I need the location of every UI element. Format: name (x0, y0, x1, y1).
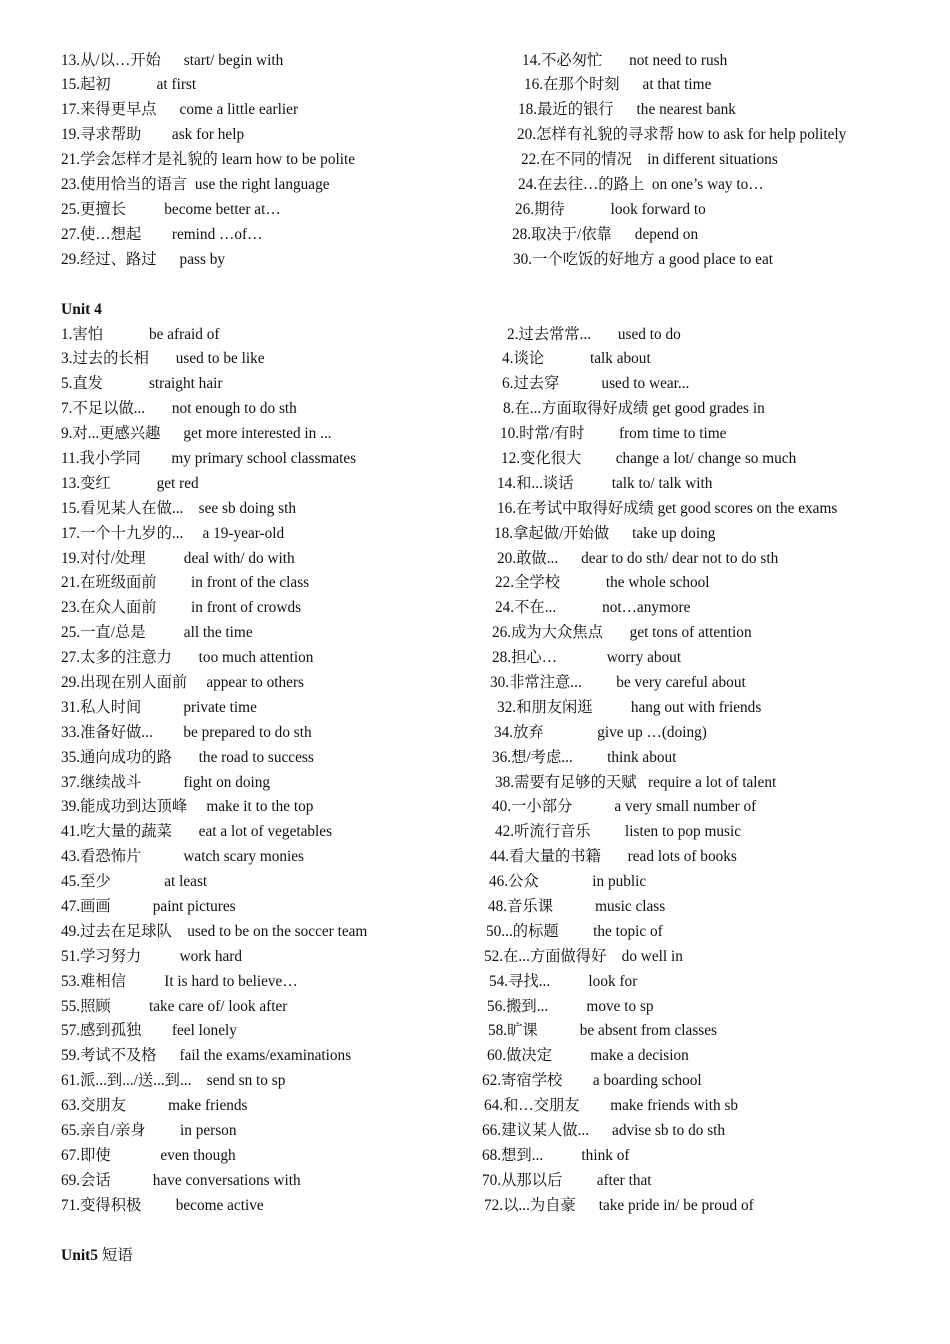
phrase-row (0, 845, 950, 870)
phrase-entry-left: 69.会话 have conversations with (61, 1171, 301, 1189)
phrase-row (0, 1069, 950, 1094)
phrase-entry-right: 48.音乐课 music class (488, 897, 666, 915)
phrase-entry-left: 13.变红 get red (61, 474, 199, 492)
phrase-row (0, 895, 950, 920)
phrase-row (0, 771, 950, 796)
phrase-entry-right: 20.怎样有礼貌的寻求帮 how to ask for help politely (517, 126, 847, 144)
phrase-entry-right: 36.想/考虑... think about (492, 748, 677, 766)
phrase-entry-left: 15.看见某人在做... see sb doing sth (61, 499, 296, 517)
phrase-entry-right: 64.和…交朋友 make friends with sb (484, 1097, 739, 1115)
phrase-row (0, 497, 950, 522)
unit-4-phrase-list (0, 323, 950, 1219)
phrase-entry-right: 60.做决定 make a decision (487, 1047, 689, 1065)
phrase-entry-left: 25.更擅长 become better at… (61, 200, 281, 218)
phrase-row (0, 1194, 950, 1219)
phrase-row (0, 1144, 950, 1169)
phrase-row (0, 795, 950, 820)
phrase-entry-left: 25.一直/总是 all the time (61, 624, 253, 642)
unit-4-title: Unit 4 (61, 301, 102, 318)
phrase-row (0, 920, 950, 945)
phrase-entry-left: 33.准备好做... be prepared to do sth (61, 723, 312, 741)
phrase-entry-left: 65.亲自/亲身 in person (61, 1122, 237, 1139)
phrase-row (0, 746, 950, 771)
phrase-row (0, 870, 950, 895)
phrase-entry-right: 30.非常注意... be very careful about (490, 673, 746, 691)
phrase-entry-left: 63.交朋友 make friends (61, 1097, 248, 1115)
phrase-entry-right: 22.在不同的情况 in different situations (521, 151, 778, 169)
phrase-row (0, 571, 950, 596)
phrase-entry-left: 29.经过、路过 pass by (61, 250, 226, 268)
phrase-entry-right: 2.过去常常... used to do (507, 325, 681, 343)
phrase-row (0, 1019, 950, 1044)
phrase-entry-right: 56.搬到... move to sp (487, 997, 654, 1015)
phrase-entry-right: 38.需要有足够的天赋 require a lot of talent (495, 773, 777, 791)
phrase-entry-right: 46.公众 in public (489, 873, 647, 891)
unit-4-heading (61, 300, 102, 320)
phrase-entry-right: 10.时常/有时 from time to time (500, 425, 727, 443)
phrase-entry-left: 49.过去在足球队 used to be on the soccer team (61, 922, 368, 940)
phrase-entry-right: 28.取决于/依靠 depend on (512, 225, 699, 243)
phrase-row (0, 223, 950, 248)
phrase-entry-right: 4.谈论 talk about (502, 350, 651, 368)
phrase-entry-left: 47.画画 paint pictures (61, 897, 236, 915)
phrase-row (0, 696, 950, 721)
phrase-entry-left: 53.难相信 It is hard to believe… (61, 972, 298, 990)
phrase-entry-left: 51.学习努力 work hard (61, 947, 242, 965)
phrase-row (0, 198, 950, 223)
phrase-row (0, 995, 950, 1020)
phrase-row (0, 98, 950, 123)
phrase-entry-right: 16.在考试中取得好成绩 get good scores on the exams (497, 499, 838, 517)
phrase-entry-left: 45.至少 at least (61, 873, 208, 891)
phrase-entry-right: 8.在...方面取得好成绩 get good grades in (503, 400, 765, 418)
phrase-entry-left: 59.考试不及格 fail the exams/examinations (61, 1047, 352, 1065)
phrase-row (0, 1094, 950, 1119)
phrase-entry-right: 28.担心… worry about (492, 649, 682, 667)
phrase-row (0, 323, 950, 348)
phrase-entry-right: 58.旷课 be absent from classes (488, 1022, 717, 1040)
phrase-entry-right: 32.和朋友闲逛 hang out with friends (497, 698, 762, 716)
phrase-entry-right: 16.在那个时刻 at that time (524, 76, 712, 94)
phrase-row (0, 173, 950, 198)
phrase-entry-right: 24.在去往…的路上 on one’s way to… (518, 175, 764, 193)
phrase-entry-left: 19.对付/处理 deal with/ do with (61, 549, 295, 567)
phrase-row (0, 721, 950, 746)
phrase-entry-left: 17.一个十九岁的... a 19-year-old (61, 524, 285, 542)
phrase-entry-right: 14.和...谈话 talk to/ talk with (497, 474, 713, 492)
phrase-entry-left: 41.吃大量的蔬菜 eat a lot of vegetables (61, 823, 333, 841)
phrase-entry-left: 23.使用恰当的语言 use the right language (61, 175, 330, 193)
phrase-entry-right: 24.不在... not…anymore (495, 599, 691, 617)
phrase-entry-right: 18.最近的银行 the nearest bank (518, 101, 736, 119)
phrase-entry-right: 68.想到... think of (482, 1146, 630, 1164)
phrase-row (0, 945, 950, 970)
phrase-entry-right: 42.听流行音乐 listen to pop music (495, 823, 742, 841)
phrase-entry-left: 19.寻求帮助 ask for help (61, 126, 245, 144)
phrase-entry-left: 67.即使 even though (61, 1146, 236, 1164)
phrase-entry-right: 18.拿起做/开始做 take up doing (494, 524, 716, 542)
phrase-entry-left: 11.我小学同 my primary school classmates (61, 449, 357, 467)
phrase-row (0, 970, 950, 995)
phrase-list-continued (0, 49, 950, 273)
phrase-entry-left: 7.不足以做... not enough to do sth (61, 400, 297, 418)
phrase-entry-left: 31.私人时间 private time (61, 698, 257, 716)
phrase-entry-left: 27.使…想起 remind …of… (61, 225, 263, 243)
phrase-entry-left: 55.照顾 take care of/ look after (61, 997, 288, 1015)
phrase-entry-left: 9.对...更感兴趣 get more interested in ... (61, 425, 332, 443)
phrase-row (0, 646, 950, 671)
phrase-entry-right: 54.寻找... look for (489, 972, 638, 990)
unit-5-heading (61, 1246, 133, 1266)
phrase-entry-right: 52.在...方面做得好 do well in (484, 947, 683, 965)
phrase-entry-right: 72.以...为自豪 take pride in/ be proud of (484, 1196, 754, 1214)
phrase-row (0, 522, 950, 547)
phrase-entry-right: 44.看大量的书籍 read lots of books (490, 848, 737, 866)
phrase-entry-left: 21.学会怎样才是礼貌的 learn how to be polite (61, 151, 356, 169)
phrase-entry-right: 22.全学校 the whole school (495, 574, 710, 592)
phrase-entry-right: 14.不必匆忙 not need to rush (522, 51, 728, 69)
phrase-row (0, 422, 950, 447)
unit-5-title: Unit5 (61, 1247, 99, 1264)
phrase-row (0, 123, 950, 148)
phrase-row (0, 472, 950, 497)
phrase-entry-left: 15.起初 at first (61, 76, 197, 94)
phrase-row (0, 372, 950, 397)
phrase-entry-left: 17.来得更早点 come a little earlier (61, 101, 299, 119)
phrase-entry-left: 3.过去的长相 used to be like (61, 350, 265, 368)
phrase-row (0, 397, 950, 422)
phrase-entry-right: 34.放弃 give up …(doing) (494, 723, 707, 741)
phrase-entry-right: 12.变化很大 change a lot/ change so much (501, 449, 797, 467)
unit-5-subtitle: 短语 (98, 1247, 133, 1264)
phrase-row (0, 820, 950, 845)
phrase-row (0, 73, 950, 98)
phrase-entry-right: 70.从那以后 after that (482, 1171, 652, 1189)
phrase-entry-left: 21.在班级面前 in front of the class (61, 574, 310, 592)
phrase-entry-left: 39.能成功到达顶峰 make it to the top (61, 798, 314, 816)
phrase-entry-left: 13.从/以…开始 start/ begin with (61, 51, 284, 69)
phrase-entry-left: 61.派...到.../送...到... send sn to sp (61, 1072, 286, 1090)
phrase-entry-left: 23.在众人面前 in front of crowds (61, 599, 302, 617)
phrase-row (0, 596, 950, 621)
phrase-entry-right: 50...的标题 the topic of (486, 922, 663, 940)
phrase-entry-right: 62.寄宿学校 a boarding school (482, 1072, 702, 1090)
phrase-entry-left: 35.通向成功的路 the road to success (61, 748, 314, 766)
phrase-entry-right: 6.过去穿 used to wear... (502, 375, 690, 393)
phrase-entry-left: 5.直发 straight hair (61, 375, 223, 393)
phrase-row (0, 547, 950, 572)
phrase-entry-right: 26.成为大众焦点 get tons of attention (492, 624, 752, 642)
phrase-entry-left: 27.太多的注意力 too much attention (61, 649, 314, 667)
phrase-row (0, 1044, 950, 1069)
phrase-row (0, 1169, 950, 1194)
phrase-entry-right: 40.一小部分 a very small number of (492, 798, 757, 816)
phrase-row (0, 49, 950, 74)
phrase-entry-left: 43.看恐怖片 watch scary monies (61, 848, 305, 866)
phrase-row (0, 347, 950, 372)
phrase-entry-right: 20.敢做... dear to do sth/ dear not to do sth (497, 549, 779, 567)
phrase-row (0, 1119, 950, 1144)
phrase-entry-left: 1.害怕 be afraid of (61, 325, 220, 343)
phrase-entry-left: 71.变得积极 become active (61, 1196, 264, 1214)
phrase-entry-left: 37.继续战斗 fight on doing (61, 773, 271, 791)
phrase-row (0, 447, 950, 472)
phrase-entry-right: 30.一个吃饭的好地方 a good place to eat (513, 250, 773, 268)
phrase-entry-right: 26.期待 look forward to (515, 200, 706, 218)
phrase-row (0, 621, 950, 646)
phrase-row (0, 248, 950, 273)
phrase-row (0, 671, 950, 696)
phrase-entry-left: 57.感到孤独 feel lonely (61, 1022, 237, 1040)
phrase-entry-left: 29.出现在别人面前 appear to others (61, 673, 305, 691)
phrase-entry-right: 66.建议某人做... advise sb to do sth (482, 1122, 726, 1139)
phrase-row (0, 148, 950, 173)
